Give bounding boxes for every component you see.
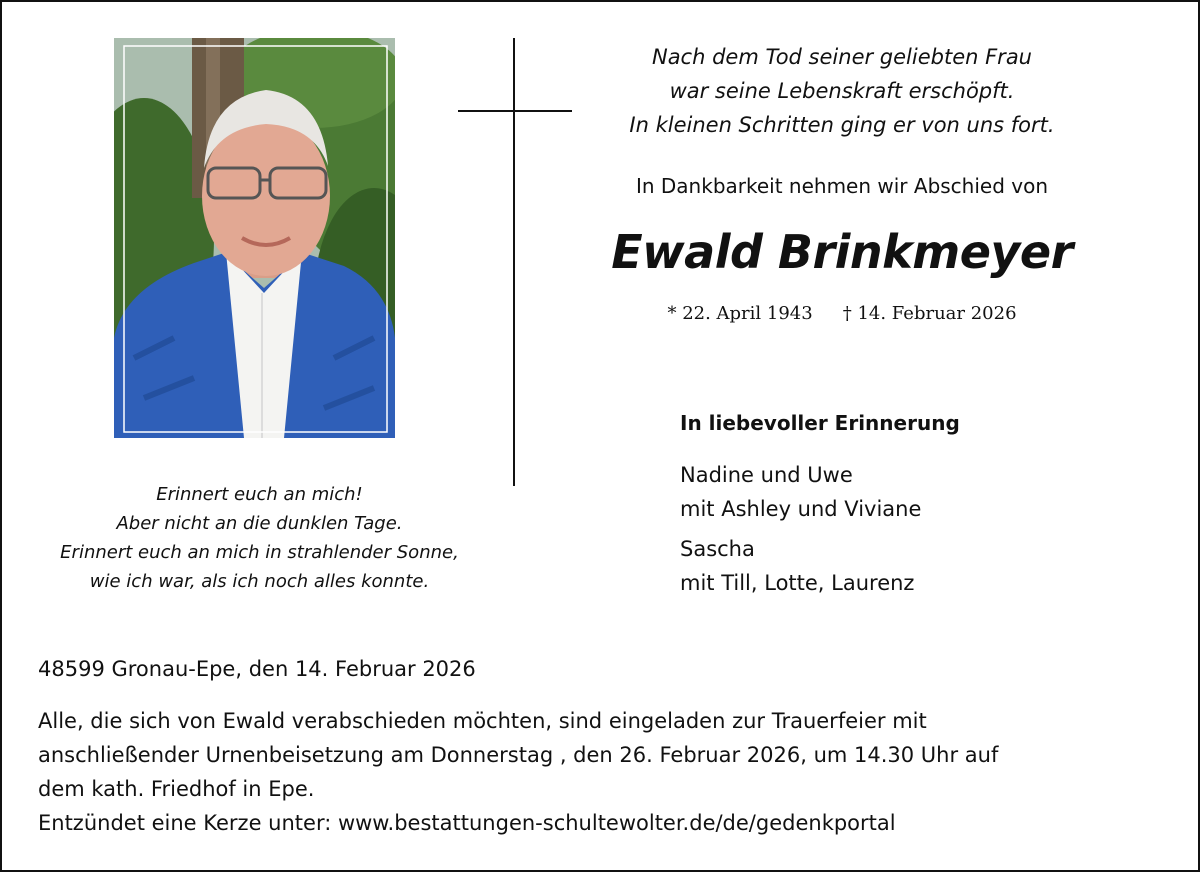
family-list xyxy=(680,458,921,606)
life-dates xyxy=(572,299,1112,329)
cross-vertical-bar xyxy=(513,38,515,486)
invitation-line: Entzündet eine Kerze unter: www.bestattungen-schultewolter.de/de/gedenkportal xyxy=(38,811,896,835)
invitation-line: anschließender Urnenbeisetzung am Donnerstag , den 26. Februar 2026, um 14.30 Uhr auf xyxy=(38,743,999,767)
memorial-verse xyxy=(22,480,497,596)
family-line: mit Till, Lotte, Laurenz xyxy=(680,571,915,595)
death-date: † 14. Februar 2026 xyxy=(842,303,1017,324)
family-line: mit Ashley und Viviane xyxy=(680,497,922,521)
place-and-date: 48599 Gronau-Epe, den 14. Februar 2026 xyxy=(38,657,476,681)
family-line: Sascha xyxy=(680,537,755,561)
cross-horizontal-bar xyxy=(458,110,572,112)
invitation-line: dem kath. Friedhof in Epe. xyxy=(38,777,315,801)
deceased-name: Ewald Brinkmeyer xyxy=(611,225,1073,279)
family-line: Nadine und Uwe xyxy=(680,463,853,487)
verse-line: In kleinen Schritten ging er von uns fort. xyxy=(629,113,1055,137)
birth-date: * 22. April 1943 xyxy=(667,303,813,324)
verse-line: Nach dem Tod seiner geliebten Frau xyxy=(651,45,1032,69)
opening-verse xyxy=(572,40,1112,142)
family-group xyxy=(680,458,921,526)
verse-line: wie ich war, als ich noch alles konnte. xyxy=(89,571,430,592)
memory-heading: In liebevoller Erinnerung xyxy=(680,411,960,435)
verse-line: Erinnert euch an mich! xyxy=(156,484,363,505)
verse-line: Aber nicht an die dunklen Tage. xyxy=(116,513,403,534)
funeral-invitation xyxy=(38,704,1168,840)
family-group xyxy=(680,532,921,600)
farewell-line: In Dankbarkeit nehmen wir Abschied von xyxy=(635,174,1049,198)
invitation-line: Alle, die sich von Ewald verabschieden möchten, sind eingeladen zur Trauerfeier mit xyxy=(38,709,927,733)
portrait-photo xyxy=(114,38,395,438)
verse-line: war seine Lebenskraft erschöpft. xyxy=(669,79,1015,103)
verse-line: Erinnert euch an mich in strahlender Sonne, xyxy=(60,542,459,563)
